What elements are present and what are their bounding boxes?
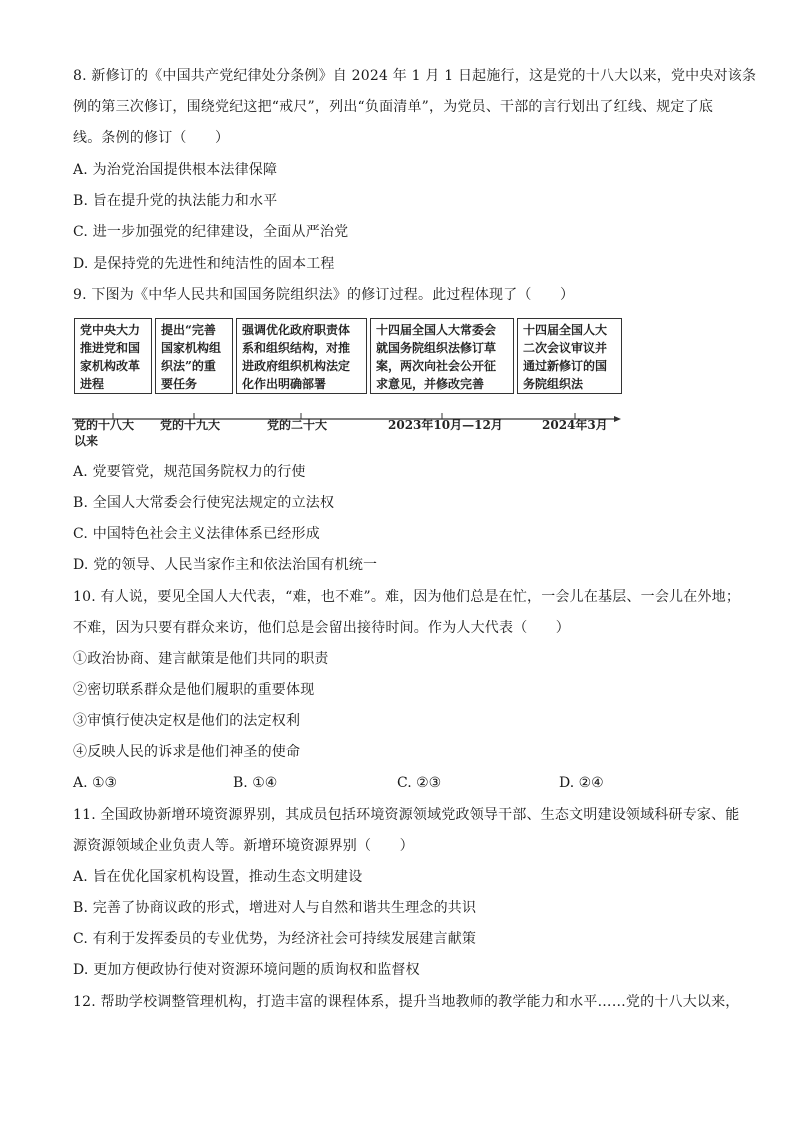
timeline-box-2-line-3: 织法”的重 <box>161 359 216 373</box>
q9-option-b[interactable]: B. 全国人大常委会行使宪法规定的立法权 <box>73 495 335 511</box>
q11-option-b[interactable]: B. 完善了协商议政的形式，增进对人与自然和谐共生理念的共识 <box>73 900 477 916</box>
timeline-label-1 <box>74 417 134 449</box>
timeline-label-1-line-1: 党的十八大 <box>74 418 135 432</box>
q10-choice-b[interactable]: B. ①④ <box>233 775 278 791</box>
timeline-box-3-line-3: 进政府组织机构法定 <box>242 359 351 373</box>
q11-stem-line-2: 源资源领域企业负责人等。新增环境资源界别（ ） <box>73 838 414 854</box>
q11-option-c[interactable]: C. 有利于发挥委员的专业优势，为经济社会可持续发展建言献策 <box>73 931 477 947</box>
timeline-box-4-line-2: 就国务院组织法修订草 <box>376 341 497 355</box>
q8-stem-line-2: 例的第三次修订，围绕党纪这把“戒尺”，列出“负面清单”，为党员、干部的言行划出了红线、规定了底 <box>73 99 714 115</box>
timeline-box-2-line-2: 国家机构组 <box>161 341 222 355</box>
q11-option-d[interactable]: D. 更加方便政协行使对资源环境问题的质询权和监督权 <box>73 962 420 978</box>
q9-option-d[interactable]: D. 党的领导、人民当家作主和依法治国有机统一 <box>73 557 378 573</box>
q10-choice-a[interactable]: A. ①③ <box>73 775 118 791</box>
q10-stem-line-2: 不难，因为只要有群众来访，他们总是会留出接待时间。作为人大代表（ ） <box>73 620 570 636</box>
q9-timeline-figure <box>70 318 622 448</box>
q10-statement-1: ①政治协商、建言献策是他们共同的职责 <box>73 651 329 667</box>
timeline-box-3-line-4: 化作出明确部署 <box>242 377 327 391</box>
q8-stem-line-1: 8. 新修订的《中国共产党纪律处分条例》自 2024 年 1 月 1 日起施行，这是党的十八大以来，党中央对该条 <box>73 68 757 84</box>
timeline-box-5-line-3: 通过新修订的国 <box>523 359 608 373</box>
q9-option-a[interactable]: A. 党要管党，规范国务院权力的行使 <box>73 464 306 480</box>
timeline-box-1-line-3: 家机构改革 <box>80 359 141 373</box>
q10-choice-d[interactable]: D. ②④ <box>559 775 604 791</box>
timeline-box-3-line-1: 强调优化政府职责体 <box>242 323 351 337</box>
q10-statement-2: ②密切联系群众是他们履职的重要体现 <box>73 682 315 698</box>
timeline-box-5-line-1: 十四届全国人大 <box>523 323 608 337</box>
timeline-box-2-line-1: 提出“完善 <box>161 323 216 337</box>
q8-option-b[interactable]: B. 旨在提升党的执法能力和水平 <box>73 193 278 209</box>
q10-statement-3: ③审慎行使决定权是他们的法定权利 <box>73 713 301 729</box>
q8-stem-line-3: 线。条例的修订（ ） <box>73 130 230 146</box>
timeline-box-3 <box>236 318 367 394</box>
timeline-box-4-line-3: 案，两次向社会公开征 <box>376 359 497 373</box>
timeline-box-2-line-4: 要任务 <box>161 377 198 391</box>
q8-option-a[interactable]: A. 为治党治国提供根本法律保障 <box>73 162 278 178</box>
q10-stem-line-1: 10. 有人说，要见全国人大代表，“难，也不难”。难，因为他们总是在忙，一会儿在基层、一会儿在外地； <box>73 589 741 605</box>
timeline-box-1 <box>74 318 152 394</box>
timeline-label-2: 党的十九大 <box>160 418 221 432</box>
q10-statement-4: ④反映人民的诉求是他们神圣的使命 <box>73 744 301 760</box>
q8-option-c[interactable]: C. 进一步加强党的纪律建设，全面从严治党 <box>73 224 349 240</box>
q9-option-c[interactable]: C. 中国特色社会主义法律体系已经形成 <box>73 526 320 542</box>
timeline-label-3: 党的二十大 <box>267 418 328 432</box>
q12-stem-line-1: 12. 帮助学校调整管理机构，打造丰富的课程体系，提升当地教师的教学能力和水平……党的十八大以来， <box>73 994 740 1010</box>
q10-choice-row <box>73 773 733 793</box>
timeline-label-4: 2023年10月—12月 <box>388 418 503 432</box>
q9-stem: 9. 下图为《中华人民共和国国务院组织法》的修订过程。此过程体现了（ ） <box>73 287 575 303</box>
timeline-box-4-line-1: 十四届全国人大常委会 <box>376 323 497 337</box>
q11-option-a[interactable]: A. 旨在优化国家机构设置，推动生态文明建设 <box>73 869 363 885</box>
timeline-label-5: 2024年3月 <box>542 418 608 432</box>
timeline-box-2 <box>155 318 233 394</box>
q10-choice-c[interactable]: C. ②③ <box>397 775 442 791</box>
q11-stem-line-1: 11. 全国政协新增环境资源界别，其成员包括环境资源领域党政领导干部、生态文明建设领域科研专家、能 <box>73 807 740 823</box>
timeline-box-1-line-1: 党中央大力 <box>80 323 141 337</box>
timeline-axis <box>70 413 622 425</box>
timeline-box-4 <box>370 318 514 394</box>
timeline-box-5-line-4: 务院组织法 <box>523 377 584 391</box>
q8-option-d[interactable]: D. 是保持党的先进性和纯洁性的固本工程 <box>73 256 335 272</box>
timeline-box-4-line-4: 求意见，并修改完善 <box>376 377 485 391</box>
timeline-box-5 <box>517 318 622 394</box>
timeline-label-1-line-2: 以来 <box>74 434 99 448</box>
timeline-box-1-line-4: 进程 <box>80 377 105 391</box>
timeline-box-5-line-2: 二次会议审议并 <box>523 341 608 355</box>
timeline-box-1-line-2: 推进党和国 <box>80 341 141 355</box>
timeline-box-3-line-2: 系和组织结构，对推 <box>242 341 351 355</box>
